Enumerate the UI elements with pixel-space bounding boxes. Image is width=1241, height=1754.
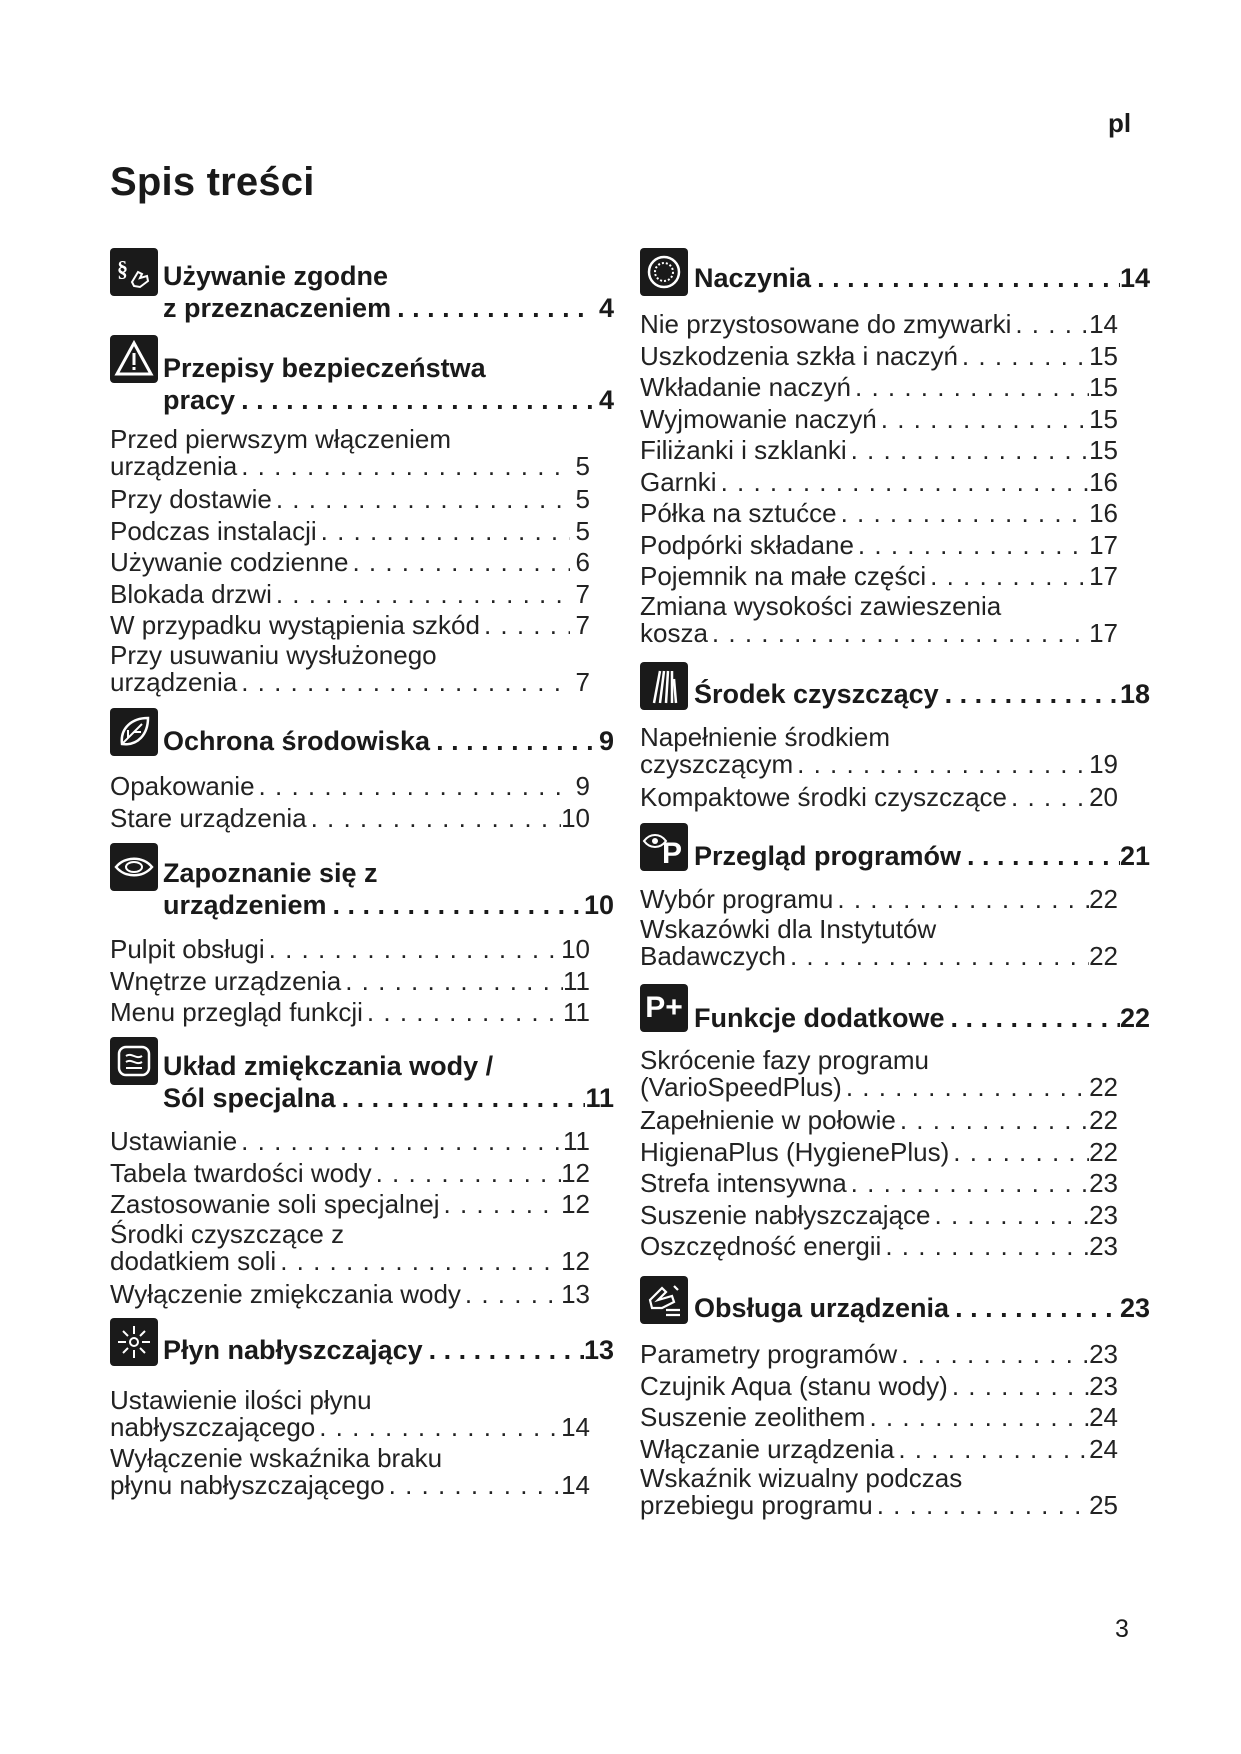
dot-leader bbox=[348, 548, 570, 576]
toc-entry-page: 22 bbox=[1089, 940, 1118, 971]
toc-entry-label: Podpórki składane bbox=[640, 529, 854, 560]
toc-entry-label: Przy usuwaniu wysłużonego bbox=[110, 639, 437, 670]
toc-entry-label: Napełnienie środkiem bbox=[640, 722, 891, 752]
section-heading-left-s2[interactable] bbox=[163, 352, 614, 416]
toc-entry[interactable] bbox=[640, 436, 1118, 464]
section-page-number: 14 bbox=[1119, 263, 1150, 293]
dot-leader bbox=[237, 668, 570, 696]
toc-entry-page: 12 bbox=[561, 1189, 590, 1219]
section-heading-left-s6[interactable] bbox=[163, 1334, 614, 1366]
toc-entry-label: W przypadku wystąpienia szkód bbox=[110, 610, 480, 640]
eye-icon bbox=[110, 843, 158, 891]
dot-leader bbox=[854, 531, 1089, 559]
dot-leader bbox=[430, 725, 592, 757]
dot-leader bbox=[873, 1491, 1089, 1519]
dot-leader bbox=[1011, 310, 1089, 338]
section-title-text: Naczynia bbox=[694, 263, 812, 293]
dot-leader bbox=[315, 1413, 561, 1441]
toc-entry-page: 17 bbox=[1089, 617, 1118, 648]
dot-leader bbox=[945, 1002, 1120, 1034]
svg-text:§: § bbox=[117, 256, 128, 281]
section-title-text: Obsługa urządzenia bbox=[694, 1293, 950, 1323]
toc-entry[interactable] bbox=[110, 1159, 590, 1187]
toc-entry[interactable] bbox=[110, 1385, 590, 1442]
toc-entry-label: Tabela twardości wody bbox=[110, 1157, 372, 1188]
toc-entry[interactable] bbox=[110, 611, 590, 639]
toc-entry[interactable] bbox=[110, 1127, 590, 1155]
toc-entry-page: 24 bbox=[1089, 1402, 1118, 1432]
toc-entry-label: Używanie codzienne bbox=[110, 547, 349, 577]
dot-leader bbox=[237, 452, 570, 480]
section-title-text: Układ zmiękczania wody / bbox=[163, 1051, 494, 1081]
toc-entry[interactable] bbox=[640, 1201, 1118, 1229]
toc-entry-label: Ustawianie bbox=[110, 1126, 238, 1156]
toc-entry-label-cont: nabłyszczającego bbox=[110, 1412, 316, 1442]
toc-entry[interactable] bbox=[110, 1218, 590, 1276]
page-number: 3 bbox=[1115, 1615, 1129, 1643]
toc-entry-label: Suszenie zeolithem bbox=[640, 1402, 866, 1432]
section-heading-right-s3[interactable] bbox=[694, 840, 1150, 872]
dot-leader bbox=[372, 1159, 562, 1187]
section-title-text: z przeznaczeniem bbox=[163, 293, 392, 323]
dot-leader bbox=[961, 840, 1120, 872]
toc-entry-label-cont: (VarioSpeedPlus) bbox=[640, 1072, 842, 1102]
toc-entry-label-cont: dodatkiem soli bbox=[110, 1245, 277, 1276]
toc-entry[interactable] bbox=[640, 1435, 1118, 1463]
section-heading-right-s1[interactable] bbox=[694, 262, 1150, 294]
toc-entry-page: 5 bbox=[575, 515, 590, 546]
dot-leader bbox=[265, 935, 561, 963]
dot-leader bbox=[842, 1073, 1089, 1101]
toc-entry-page: 5 bbox=[575, 484, 590, 514]
toc-entry-label: Opakowanie bbox=[110, 771, 255, 801]
toc-entry[interactable] bbox=[640, 1232, 1118, 1260]
dot-leader bbox=[931, 1201, 1090, 1229]
p-plus-icon bbox=[640, 984, 688, 1032]
toc-entry-label: Wyłączenie zmiękczania wody bbox=[110, 1278, 461, 1309]
toc-entry-label: Podczas instalacji bbox=[110, 515, 317, 546]
toc-entry[interactable] bbox=[640, 1372, 1118, 1400]
toc-entry[interactable] bbox=[110, 804, 590, 832]
section-page-number: 4 bbox=[598, 293, 614, 323]
dot-leader bbox=[949, 1292, 1120, 1324]
dot-leader bbox=[948, 1372, 1089, 1400]
toc-entry-label: Kompaktowe środki czyszczące bbox=[640, 782, 1008, 812]
toc-entry-label: Menu przegląd funkcji bbox=[110, 997, 363, 1027]
section-heading-right-s5[interactable] bbox=[694, 1292, 1150, 1324]
toc-entry-page: 23 bbox=[1089, 1370, 1118, 1401]
dot-leader bbox=[385, 1471, 561, 1499]
toc-entry[interactable] bbox=[110, 517, 590, 545]
toc-entry-page: 22 bbox=[1089, 884, 1118, 914]
leaf-icon bbox=[110, 708, 158, 756]
section-page-number: 4 bbox=[598, 385, 614, 415]
section-page-number: 18 bbox=[1119, 679, 1150, 709]
section-title-text: Sól specjalna bbox=[163, 1083, 336, 1113]
toc-entry[interactable] bbox=[640, 1340, 1118, 1368]
toc-entry-page: 22 bbox=[1089, 1136, 1118, 1167]
dot-leader bbox=[317, 517, 570, 545]
toc-entry-label: Środki czyszczące z bbox=[110, 1218, 345, 1249]
dot-leader bbox=[897, 1340, 1089, 1368]
toc-entry-label: Włączanie urządzenia bbox=[640, 1433, 895, 1464]
toc-entry-label: Filiżanki i szklanki bbox=[640, 435, 847, 465]
section-title-text: Płyn nabłyszczający bbox=[163, 1335, 423, 1365]
toc-entry-label-cont: Badawczych bbox=[640, 940, 786, 971]
toc-entry-page: 14 bbox=[1089, 309, 1118, 339]
dot-leader bbox=[391, 292, 592, 324]
toc-entry-label: Zmiana wysokości zawieszenia bbox=[640, 590, 1002, 621]
toc-entry-page: 10 bbox=[561, 934, 590, 964]
dot-leader bbox=[894, 1435, 1089, 1463]
dot-leader bbox=[307, 804, 562, 832]
dot-leader bbox=[837, 499, 1090, 527]
toc-entry-label: Przed pierwszym włączeniem bbox=[110, 424, 451, 454]
toc-entry-label: Ustawienie ilości płynu bbox=[110, 1385, 372, 1415]
toc-entry[interactable] bbox=[640, 310, 1118, 338]
toc-entry-page: 15 bbox=[1089, 435, 1118, 465]
toc-entry-label: Zastosowanie soli specjalnej bbox=[110, 1189, 440, 1219]
toc-entry-label: Suszenie nabłyszczające bbox=[640, 1199, 931, 1230]
dot-leader bbox=[708, 619, 1089, 647]
section-page-number: 22 bbox=[1119, 1003, 1150, 1033]
toc-entry-label: Parametry programów bbox=[640, 1339, 898, 1369]
dot-leader bbox=[896, 1106, 1089, 1134]
section-heading-left-s3[interactable] bbox=[163, 725, 614, 757]
toc-entry-label: Zapełnienie w połowie bbox=[640, 1105, 896, 1135]
toc-entry-page: 13 bbox=[561, 1278, 590, 1309]
toc-entry[interactable] bbox=[110, 1443, 590, 1500]
toc-entry-page: 23 bbox=[1089, 1231, 1118, 1261]
dot-leader bbox=[949, 1138, 1089, 1166]
toc-entry-page: 19 bbox=[1089, 749, 1118, 779]
toc-entry[interactable] bbox=[640, 1138, 1118, 1166]
section-title-text: Zapoznanie się z bbox=[163, 858, 378, 888]
section-heading-left-s1[interactable] bbox=[163, 260, 614, 324]
section-page-number: 9 bbox=[598, 726, 614, 756]
toc-entry-label: Blokada drzwi bbox=[110, 578, 272, 609]
toc-entry-page: 7 bbox=[575, 578, 590, 609]
paragraph-hand-icon bbox=[110, 248, 158, 296]
dot-leader bbox=[926, 562, 1089, 590]
toc-entry[interactable] bbox=[110, 967, 590, 995]
toc-entry-page: 23 bbox=[1089, 1339, 1118, 1369]
toc-entry[interactable] bbox=[640, 562, 1118, 590]
language-code: pl bbox=[1108, 108, 1132, 138]
dot-leader bbox=[341, 967, 563, 995]
toc-entry-page: 16 bbox=[1089, 498, 1118, 528]
section-heading-left-s5[interactable] bbox=[163, 1050, 614, 1114]
section-title-text: Używanie zgodne bbox=[163, 261, 389, 291]
plate-icon bbox=[640, 248, 688, 296]
toc-entry[interactable] bbox=[110, 424, 590, 481]
toc-entry-page: 7 bbox=[575, 610, 590, 640]
toc-entry-page: 25 bbox=[1089, 1490, 1118, 1520]
toc-entry-label: Wybór programu bbox=[640, 884, 834, 914]
toc-entry-label: Stare urządzenia bbox=[110, 802, 307, 833]
toc-entry-label-cont: czyszczącym bbox=[640, 749, 794, 779]
section-title-text: Funkcje dodatkowe bbox=[694, 1003, 945, 1033]
toc-entry-page: 14 bbox=[561, 1470, 590, 1500]
toc-entry-page: 5 bbox=[575, 451, 590, 481]
section-page-number: 21 bbox=[1119, 841, 1150, 871]
dot-leader bbox=[461, 1280, 561, 1308]
dot-leader bbox=[255, 772, 570, 800]
toc-entry[interactable] bbox=[640, 1463, 1118, 1520]
toc-entry[interactable] bbox=[640, 1106, 1118, 1134]
dot-leader bbox=[363, 998, 563, 1026]
toc-entry-page: 22 bbox=[1089, 1072, 1118, 1102]
toc-entry-label-cont: przebiegu programu bbox=[640, 1490, 873, 1520]
toc-entry[interactable] bbox=[110, 485, 590, 513]
toc-entry-page: 6 bbox=[575, 547, 590, 577]
toc-entry-label: Wnętrze urządzenia bbox=[110, 965, 342, 996]
toc-entry-label: Pojemnik na małe części bbox=[640, 561, 927, 591]
sparkle-icon bbox=[110, 1318, 158, 1366]
toc-entry-page: 23 bbox=[1089, 1168, 1118, 1198]
toc-entry-label: Przy dostawie bbox=[110, 484, 272, 514]
dot-leader bbox=[237, 1127, 563, 1155]
toc-entry-page: 11 bbox=[563, 997, 590, 1027]
toc-entry-page: 15 bbox=[1089, 403, 1118, 434]
dot-leader bbox=[717, 468, 1090, 496]
dot-leader bbox=[440, 1190, 562, 1218]
toc-entry[interactable] bbox=[110, 548, 590, 576]
toc-entry[interactable] bbox=[110, 935, 590, 963]
toc-entry-label: Półka na sztućce bbox=[640, 498, 837, 528]
section-page-number: 11 bbox=[585, 1083, 614, 1113]
toc-entry-label-cont: urządzenia bbox=[110, 666, 238, 697]
program-overview-icon bbox=[640, 823, 688, 871]
toc-entry-label-cont: urządzenia bbox=[110, 451, 238, 481]
warning-triangle-icon bbox=[110, 335, 158, 383]
dot-leader bbox=[272, 580, 570, 608]
toc-entry-label: Pulpit obsługi bbox=[110, 934, 265, 964]
toc-entry[interactable] bbox=[640, 1403, 1118, 1431]
water-softener-icon bbox=[110, 1037, 158, 1085]
toc-entry-label: HigienaPlus (HygienePlus) bbox=[640, 1136, 950, 1167]
section-heading-right-s2[interactable] bbox=[694, 678, 1150, 710]
toc-entry-page: 12 bbox=[561, 1245, 590, 1276]
section-title-text: Przepisy bezpieczeństwa bbox=[163, 353, 486, 383]
section-page-number: 10 bbox=[583, 890, 614, 920]
dot-leader bbox=[847, 1169, 1089, 1197]
toc-entry[interactable] bbox=[110, 772, 590, 800]
toc-entry[interactable] bbox=[640, 913, 1118, 971]
toc-entry-label: Wyłączenie wskaźnika braku bbox=[110, 1443, 443, 1473]
toc-entry-label-cont: płynu nabłyszczającego bbox=[110, 1470, 385, 1500]
dot-leader bbox=[480, 611, 570, 639]
toc-entry[interactable] bbox=[110, 1280, 590, 1308]
toc-entry[interactable] bbox=[640, 499, 1118, 527]
toc-entry[interactable] bbox=[640, 1169, 1118, 1197]
dot-leader bbox=[327, 889, 584, 921]
toc-entry[interactable] bbox=[640, 405, 1118, 433]
toc-entry-page: 9 bbox=[575, 771, 590, 801]
toc-entry-page: 16 bbox=[1089, 466, 1118, 497]
toc-entry-page: 23 bbox=[1089, 1199, 1118, 1230]
toc-entry[interactable] bbox=[640, 722, 1118, 779]
toc-entry-page: 14 bbox=[561, 1412, 590, 1442]
page-title: Spis treści bbox=[110, 160, 315, 204]
section-title-text: Środek czyszczący bbox=[694, 679, 939, 709]
dot-leader bbox=[786, 942, 1089, 970]
toc-entry[interactable] bbox=[110, 1190, 590, 1218]
toc-entry-page: 15 bbox=[1089, 340, 1118, 371]
toc-entry-page: 20 bbox=[1089, 782, 1118, 812]
toc-entry[interactable] bbox=[110, 639, 590, 697]
dot-leader bbox=[272, 485, 570, 513]
hand-operation-icon bbox=[640, 1276, 688, 1324]
toc-entry-label: Strefa intensywna bbox=[640, 1168, 847, 1198]
toc-entry[interactable] bbox=[110, 998, 590, 1026]
dot-leader bbox=[1007, 783, 1089, 811]
toc-entry-label: Wyjmowanie naczyń bbox=[640, 403, 877, 434]
section-heading-left-s4[interactable] bbox=[163, 857, 614, 921]
section-heading-right-s4[interactable] bbox=[694, 1002, 1150, 1034]
toc-entry[interactable] bbox=[640, 531, 1118, 559]
section-title-text: Przegląd programów bbox=[694, 841, 962, 871]
toc-entry-page: 7 bbox=[575, 666, 590, 697]
toc-entry-label: Wkładanie naczyń bbox=[640, 372, 851, 402]
toc-entry[interactable] bbox=[640, 783, 1118, 811]
toc-entry-page: 22 bbox=[1089, 1105, 1118, 1135]
toc-entry-page: 11 bbox=[563, 965, 590, 996]
section-title-text: pracy bbox=[163, 385, 236, 415]
icon-label: P+ bbox=[645, 991, 683, 1024]
toc-entry-label-cont: kosza bbox=[640, 617, 708, 648]
section-page-number: 23 bbox=[1119, 1293, 1150, 1323]
dot-leader bbox=[793, 750, 1089, 778]
dot-leader bbox=[958, 342, 1089, 370]
dot-leader bbox=[833, 885, 1089, 913]
section-title-text: Ochrona środowiska bbox=[163, 726, 431, 756]
toc-entry[interactable] bbox=[640, 590, 1118, 648]
dot-leader bbox=[881, 1232, 1089, 1260]
toc-entry-page: 24 bbox=[1089, 1433, 1118, 1464]
toc-entry-page: 10 bbox=[561, 802, 590, 833]
toc-entry-page: 12 bbox=[561, 1157, 590, 1188]
dot-leader bbox=[877, 405, 1089, 433]
dot-leader bbox=[851, 373, 1089, 401]
toc-entry[interactable] bbox=[640, 342, 1118, 370]
toc-entry-page: 15 bbox=[1089, 372, 1118, 402]
toc-entry-label: Uszkodzenia szkła i naczyń bbox=[640, 340, 958, 371]
dot-leader bbox=[865, 1403, 1089, 1431]
dot-leader bbox=[423, 1334, 584, 1366]
dot-leader bbox=[847, 436, 1089, 464]
toc-entry-label: Garnki bbox=[640, 466, 717, 497]
toc-entry-label: Czujnik Aqua (stanu wody) bbox=[640, 1370, 948, 1401]
svg-text:P: P bbox=[662, 837, 683, 867]
detergent-icon bbox=[640, 662, 688, 710]
dot-leader bbox=[939, 678, 1120, 710]
toc-entry-label: Wskaźnik wizualny podczas bbox=[640, 1463, 963, 1493]
toc-entry-page: 11 bbox=[563, 1126, 590, 1156]
toc-entry-label: Wskazówki dla Instytutów bbox=[640, 913, 937, 944]
toc-entry-label: Skrócenie fazy programu bbox=[640, 1045, 930, 1075]
toc-entry-page: 17 bbox=[1089, 529, 1118, 560]
dot-leader bbox=[235, 384, 592, 416]
dot-leader bbox=[276, 1247, 561, 1275]
section-title-text: urządzeniem bbox=[163, 890, 327, 920]
toc-entry[interactable] bbox=[640, 885, 1118, 913]
toc-entry[interactable] bbox=[110, 580, 590, 608]
toc-entry-label: Nie przystosowane do zmywarki bbox=[640, 309, 1012, 339]
toc-entry[interactable] bbox=[640, 468, 1118, 496]
section-page-number: 13 bbox=[583, 1335, 614, 1365]
toc-entry[interactable] bbox=[640, 373, 1118, 401]
dot-leader bbox=[336, 1082, 586, 1114]
dot-leader bbox=[811, 262, 1120, 294]
toc-entry-page: 17 bbox=[1089, 561, 1118, 591]
toc-entry[interactable] bbox=[640, 1045, 1118, 1102]
toc-entry-label: Oszczędność energii bbox=[640, 1231, 882, 1261]
